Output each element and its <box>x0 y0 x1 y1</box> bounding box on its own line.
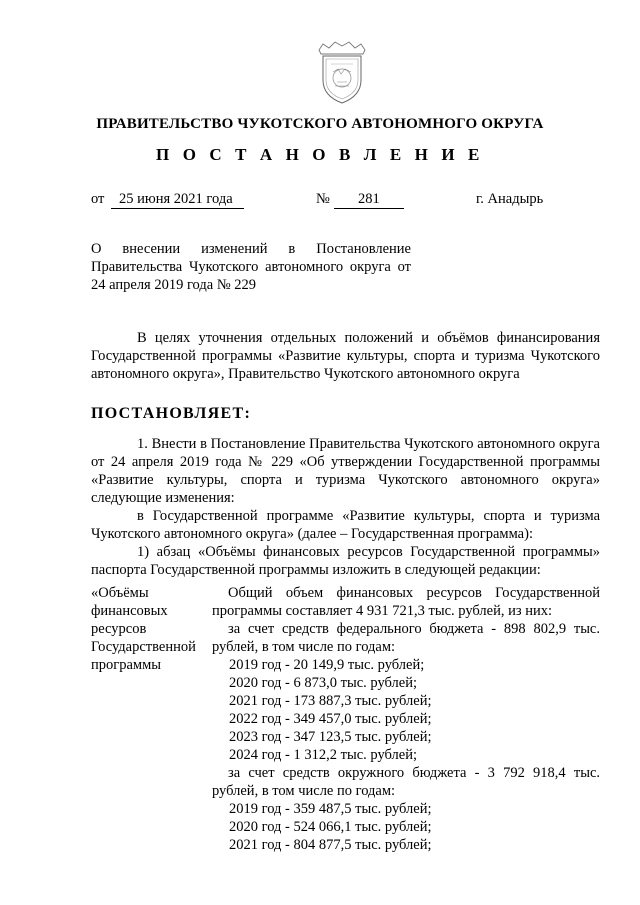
federal-year-item: 2019 год - 20 149,9 тыс. рублей; <box>229 657 425 673</box>
federal-year-item: 2022 год - 349 457,0 тыс. рублей; <box>229 711 432 727</box>
total-financing-text: Общий объем финансовых ресурсов Государственной программы составляет 4 931 721,3 тыс. рублей, из них: <box>212 585 600 619</box>
item-1-paragraph: 1) абзац «Объёмы финансовых ресурсов Государственной программы» паспорта Государственной программы изложить в следующей редакции: <box>91 544 600 578</box>
district-budget-intro: за счет средств окружного бюджета - 3 792 918,4 тыс. рублей, в том числе по годам: <box>212 765 600 799</box>
district-year-item: 2020 год - 524 066,1 тыс. рублей; <box>229 819 432 835</box>
government-title: ПРАВИТЕЛЬСТВО ЧУКОТСКОГО АВТОНОМНОГО ОКРУГА <box>96 116 544 132</box>
number-prefix: № <box>316 191 330 207</box>
district-year-item: 2019 год - 359 487,5 тыс. рублей; <box>229 801 432 817</box>
federal-year-item: 2023 год - 347 123,5 тыс. рублей; <box>229 729 432 745</box>
federal-year-item: 2024 год - 1 312,2 тыс. рублей; <box>229 747 417 763</box>
federal-year-item: 2020 год - 6 873,0 тыс. рублей; <box>229 675 417 691</box>
financing-value-cell <box>212 584 600 854</box>
financing-label-cell: «Объёмы финансовых ресурсов Государственной программы <box>91 585 196 673</box>
coat-of-arms-icon <box>311 36 373 108</box>
document-subject: О внесении изменений в Постановление Правительства Чукотского автономного округа от 24 апреля 2019 года № 229 <box>91 241 411 293</box>
document-type-title: П О С Т А Н О В Л Е Н И Е <box>156 145 484 164</box>
decree-heading: ПОСТАНОВЛЯЕТ: <box>91 405 252 422</box>
amended-program-paragraph: в Государственной программе «Развитие культуры, спорта и туризма Чукотского автономного округа» (далее – Государственная программа): <box>91 508 600 542</box>
date-prefix: от <box>91 191 105 207</box>
district-year-item: 2021 год - 804 877,5 тыс. рублей; <box>229 837 432 853</box>
preamble-paragraph: В целях уточнения отдельных положений и объёмов финансирования Государственной программы «Развитие культуры, спорта и туризма Чукотского автономного округа», Правительство Чукотского автономного округа <box>91 330 600 382</box>
document-number: 281 <box>334 190 404 209</box>
document-date: 25 июня 2021 года <box>111 190 244 209</box>
clause-1-paragraph: 1. Внести в Постановление Правительства Чукотского автономного округа от 24 апреля 2019 года № 229 «Об утверждении Государственной программы «Развитие культуры, спорта и туризма Чукотского автономного округа» следующие изменения: <box>91 436 600 506</box>
city-name: г. Анадырь <box>476 191 544 207</box>
federal-budget-intro: за счет средств федерального бюджета - 898 802,9 тыс. рублей, в том числе по годам: <box>212 621 600 655</box>
federal-year-item: 2021 год - 173 887,3 тыс. рублей; <box>229 693 432 709</box>
